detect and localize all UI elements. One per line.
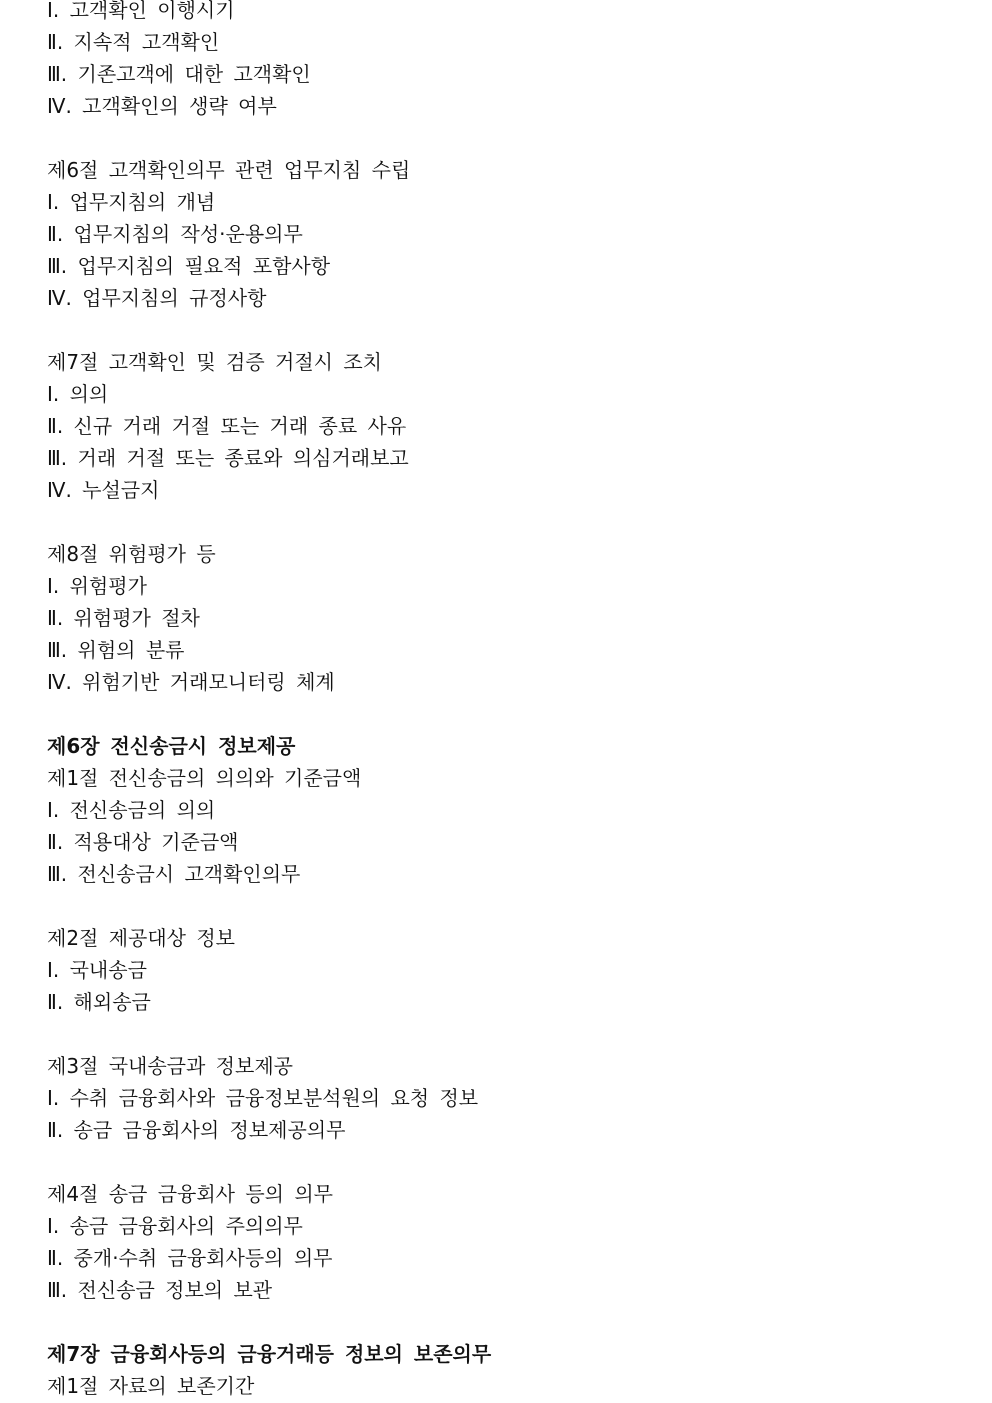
toc-item: Ⅱ. 송금 금융회사의 정보제공의무 bbox=[47, 1118, 346, 1142]
toc-item: Ⅱ. 중개·수취 금융회사등의 의무 bbox=[47, 1246, 333, 1270]
toc-item: Ⅲ. 위험의 분류 bbox=[47, 638, 185, 662]
toc-item: Ⅲ. 거래 거절 또는 종료와 의심거래보고 bbox=[47, 446, 409, 470]
toc-item: Ⅳ. 고객확인의 생략 여부 bbox=[47, 94, 277, 118]
toc-item: Ⅰ. 위험평가 bbox=[47, 574, 147, 598]
document-body bbox=[47, 0, 967, 1402]
toc-item: Ⅰ. 송금 금융회사의 주의의무 bbox=[47, 1214, 303, 1238]
toc-item: Ⅱ. 신규 거래 거절 또는 거래 종료 사유 bbox=[47, 414, 407, 438]
toc-item: Ⅱ. 업무지침의 작성·운용의무 bbox=[47, 222, 303, 246]
toc-item: Ⅱ. 해외송금 bbox=[47, 990, 151, 1014]
blank-line bbox=[47, 698, 967, 730]
blank-line bbox=[47, 1018, 967, 1050]
toc-item: Ⅳ. 위험기반 거래모니터링 체계 bbox=[47, 670, 335, 694]
section-heading: 제7절 고객확인 및 검증 거절시 조치 bbox=[47, 350, 382, 374]
section-heading: 제6절 고객확인의무 관련 업무지침 수립 bbox=[47, 158, 411, 182]
section-heading: 제2절 제공대상 정보 bbox=[47, 926, 235, 950]
chapter-heading: 제6장 전신송금시 정보제공 bbox=[47, 734, 296, 758]
toc-item: Ⅲ. 전신송금시 고객확인의무 bbox=[47, 862, 301, 886]
blank-line bbox=[47, 1306, 967, 1338]
toc-item: Ⅲ. 전신송금 정보의 보관 bbox=[47, 1278, 273, 1302]
toc-item: Ⅳ. 업무지침의 규정사항 bbox=[47, 286, 267, 310]
toc-item: Ⅲ. 기존고객에 대한 고객확인 bbox=[47, 62, 311, 86]
section-heading: 제8절 위험평가 등 bbox=[47, 542, 216, 566]
section-heading: 제3절 국내송금과 정보제공 bbox=[47, 1054, 293, 1078]
toc-item: Ⅰ. 국내송금 bbox=[47, 958, 147, 982]
blank-line bbox=[47, 890, 967, 922]
toc-item: Ⅰ. 전신송금의 의의 bbox=[47, 798, 216, 822]
blank-line bbox=[47, 506, 967, 538]
toc-item: Ⅰ. 수취 금융회사와 금융정보분석원의 요청 정보 bbox=[47, 1086, 479, 1110]
toc-item: Ⅱ. 적용대상 기준금액 bbox=[47, 830, 239, 854]
toc-item: Ⅳ. 누설금지 bbox=[47, 478, 160, 502]
toc-item: Ⅰ. 업무지침의 개념 bbox=[47, 190, 216, 214]
chapter-heading: 제7장 금융회사등의 금융거래등 정보의 보존의무 bbox=[47, 1342, 492, 1366]
section-heading: 제4절 송금 금융회사 등의 의무 bbox=[47, 1182, 333, 1206]
blank-line bbox=[47, 122, 967, 154]
toc-item: Ⅰ. 고객확인 이행시기 bbox=[47, 0, 235, 22]
toc-item: Ⅲ. 업무지침의 필요적 포함사항 bbox=[47, 254, 331, 278]
section-heading: 제1절 자료의 보존기간 bbox=[47, 1374, 255, 1398]
toc-item: Ⅰ. 의의 bbox=[47, 382, 109, 406]
toc-item: Ⅱ. 위험평가 절차 bbox=[47, 606, 200, 630]
section-heading: 제1절 전신송금의 의의와 기준금액 bbox=[47, 766, 362, 790]
blank-line bbox=[47, 1146, 967, 1178]
toc-item: Ⅱ. 지속적 고객확인 bbox=[47, 30, 220, 54]
blank-line bbox=[47, 314, 967, 346]
